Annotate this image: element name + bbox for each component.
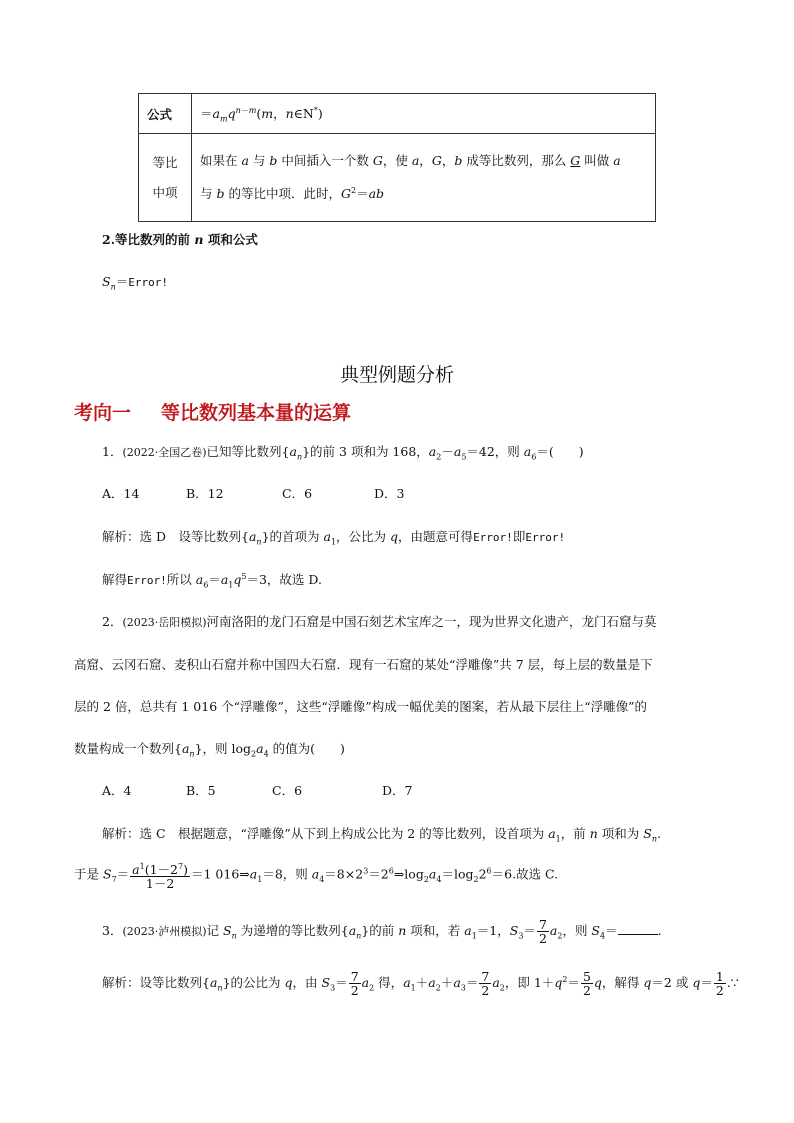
- table-row-content: [192, 134, 656, 222]
- problem-2-stem-line-2: 高窟、云冈石窟、麦积山石窟并称中国四大石窟．现有一石窟的某处“浮雕像”共 7 层，每上层的数量是下: [74, 657, 653, 672]
- problem-2-stem-line-1: 2．(2023·岳阳模拟)河南洛阳的龙门石窟是中国石刻艺术宝库之一，现为世界文化遗产，龙门石窟与莫: [102, 614, 657, 629]
- table-row-label: 等比 中项: [139, 134, 192, 222]
- problem-2-stem-line-3: 层的 2 倍，总共有 1 016 个“浮雕像”，这些“浮雕像”构成一幅优美的图案，若从最下层往上“浮雕像”的: [74, 699, 647, 714]
- problem-1-solution-line-2: 解得Error!所以 $a_6=a_1q^5=3$，故选 D.: [102, 571, 322, 590]
- general-term-formula: $=a_mq^{n-m}(m$，n∈N*): [200, 105, 323, 124]
- table-row-content: [192, 94, 656, 134]
- problem-2-solution-line-1: 解析：选 C 根据题意，“浮雕像”从下到上构成公比为 2 的等比数列，设首项为 $a_1$，前 n 项和为 $S_n$.: [102, 826, 661, 844]
- problem-2-stem-line-4: 数量构成一个数列$\{a_n\}$，则 $\log_2a_4$ 的值为( ): [74, 741, 345, 759]
- answer-blank[interactable]: [618, 934, 658, 935]
- problem-3-stem: 3．(2023·泸州模拟)记 $S_n$ 为递增的等比数列$\{a_n\}$的前 n 项和，若 $a_1=1$，$S_3=$ $\frac{7}{2}$ $a_2$，则 $S_4=$ .: [102, 917, 662, 946]
- topic-heading: 考向一 等比数列基本量的运算: [74, 402, 352, 424]
- problem-1-stem: 1．(2022·全国乙卷)已知等比数列$\{a_n\}$的前 3 项和为 168，$a_2-a_5=42$，则 $a_6=$( ): [102, 444, 584, 462]
- problem-3-solution-line-1: 解析：设等比数列$\{a_n\}$的公比为 q，由 $S_3=$ $\frac{7}{2}$ $a_2$ 得，$a_1+a_2+a_3=$ $\frac{7}{2}$ $a_2$，即 $1+q^2=$ $\frac{5}{2}$ q，解得 q＝2 或 q＝ $\frac{1}{2}$ .∵: [102, 969, 739, 998]
- problem-1-options: A．14 B．12 C．6 D．3: [102, 486, 405, 501]
- section-heading: 2.等比数列的前 n 项和公式: [102, 232, 258, 247]
- problem-2-options: A．4 B．5 C．6 D．7: [102, 783, 413, 798]
- problem-1-solution-line-1: 解析：选 D 设等比数列$\{a_n\}$的首项为 $a_1$，公比为 q，由题意可得Error!即Error!: [102, 529, 566, 547]
- page-title: 典型例题分析: [339, 364, 454, 386]
- problem-2-solution-line-2: 于是 $S_7=$ $\frac{a^1(1-2^7)}{1-2}$ ＝1 $016\Rightarrow a_1=8$，则 $a_4=8\times 2^3=2^6\Rightarrow\log_2a_4=\log_22^6=6$.故选 C.: [74, 862, 559, 892]
- formula-table: [138, 93, 656, 222]
- geometric-mean-line-1: 如果在 a 与 b 中间插入一个数 G，使 a，G，b 成等比数列，那么 G 叫做 a: [200, 152, 621, 168]
- geometric-mean-line-2: 与 b 的等比中项．此时，$G^2=ab$: [200, 185, 385, 202]
- sum-formula: $S_n=Error$!: [102, 274, 168, 292]
- table-row-label: 公式: [139, 94, 192, 134]
